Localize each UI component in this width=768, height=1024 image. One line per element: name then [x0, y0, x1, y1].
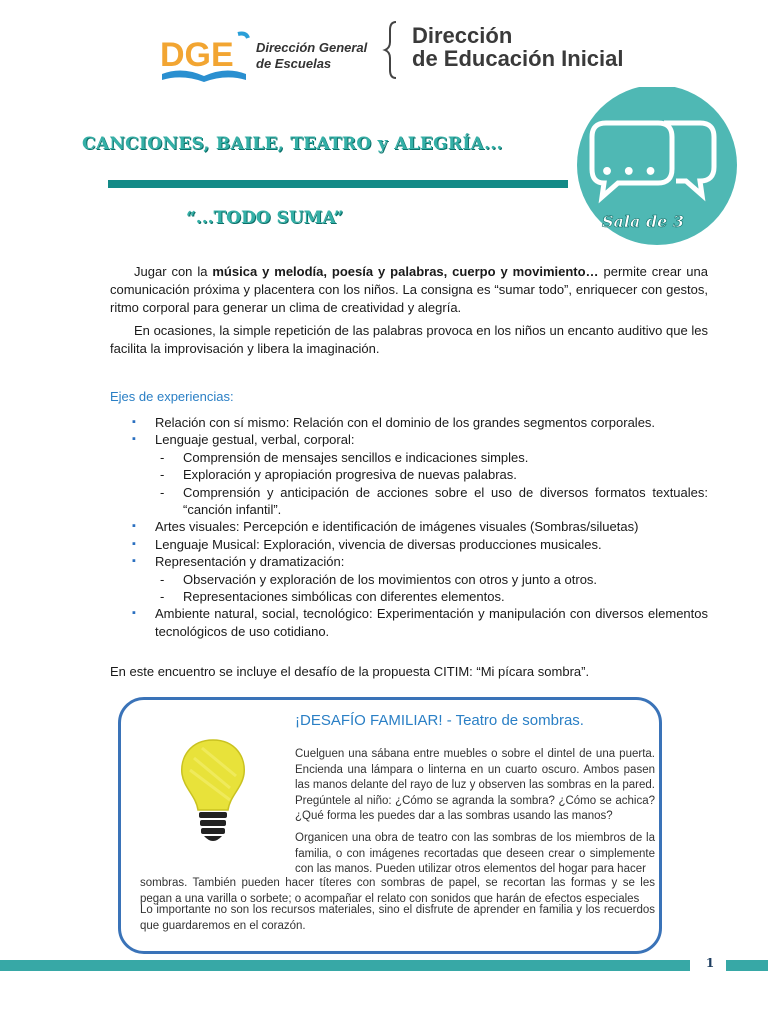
challenge-text-4: Lo importante no son los recursos materiales, sino el disfrute de aprender en familia y los recuerdos que guardaremos en el corazón. [140, 904, 655, 932]
sub-list-item: - Representaciones simbólicas con diferentes elementos. [110, 588, 708, 605]
list-item: ▪ Representación y dramatización: [110, 553, 708, 570]
logo-swoosh [238, 34, 248, 39]
logo-letters: DGE [160, 36, 234, 74]
sub-list-item: - Observación y exploración de los movimientos con otros y junto a otros. [110, 571, 708, 588]
sub-list-item: - Comprensión y anticipación de acciones sobre el uso de diversos formatos textuales: “canción infantil”. [110, 484, 708, 519]
org-name [256, 40, 367, 72]
intro-paragraph [110, 263, 708, 317]
experience-list [110, 414, 708, 640]
org-line1: Dirección General [256, 40, 368, 55]
challenge-text-1: Cuelguen una sábana entre muebles o sobre el dintel de una puerta. Encienda una lámpara o linterna en un cuarto oscuro. Ambos pasen las manos delante del rayo de luz y observen las sombras en la pared. Pregúntele al niño: ¿Cómo se agranda la sombra? ¿Cómo se achica? ¿Qué forma les puedes dar a las sombras usando las manos? [295, 748, 655, 822]
challenge-text-3: sombras. También pueden hacer títeres con sombras de papel, se recortan las formas y se les pegan a una varilla o sorbete; o acompañar el relato con sonidos que harán de efectos especiales [140, 877, 655, 905]
list-item: ▪ Ambiente natural, social, tecnológico: Experimentación y manipulación con diversos elementos tecnológicos de uso cotidiano. [110, 605, 708, 640]
direction-name [412, 24, 624, 70]
title-underline-bar [108, 180, 568, 188]
page-title: CANCIONES, BAILE, TEATRO y ALEGRÍA... [82, 134, 503, 154]
p1-start: Jugar con la [134, 264, 213, 279]
list-item: ▪ Artes visuales: Percepción e identificación de imágenes visuales (Sombras/siluetas) [110, 518, 708, 535]
dir-line2: de Educación Inicial [412, 46, 624, 71]
list-item: ▪ Relación con sí mismo: Relación con el dominio de los grandes segmentos corporales. [110, 414, 708, 431]
lightbulb-icon [176, 736, 250, 848]
sub-list-item: - Exploración y apropiación progresiva de nuevas palabras. [110, 466, 708, 483]
badge-dots: • • • [600, 160, 658, 185]
list-item: ▪ Lenguaje gestual, verbal, corporal: [110, 431, 708, 448]
challenge-text-2: Organicen una obra de teatro con las sombras de los miembros de la familia, o con imágenes recortadas que deseen crear o simplemente con las manos. Pueden utilizar otros elementos del hogar para hacer [295, 832, 655, 875]
challenge-intro: En este encuentro se incluye el desafío de la propuesta CITIM: “Mi pícara sombra”. [110, 664, 590, 679]
brace-divider [382, 20, 402, 80]
second-paragraph [110, 322, 708, 358]
dge-logo [158, 28, 254, 86]
challenge-title: ¡DESAFÍO FAMILIAR! - Teatro de sombras. [295, 712, 584, 729]
footer-bar [0, 960, 690, 971]
sala-badge [552, 87, 762, 255]
list-item: ▪ Lenguaje Musical: Exploración, vivencia de diversas producciones musicales. [110, 536, 708, 553]
org-line2: de Escuelas [256, 56, 332, 71]
badge-label: Sala de 3 [602, 212, 685, 231]
p1-bold: música y melodía, poesía y palabras, cuerpo y movimiento… [212, 264, 599, 279]
p1-end: permite crear una comunicación próxima y placentera con los niños. La consigna es “sumar todo”, enriquecer con gestos, ritmo corporal para generar un clima de creatividad y alegría. [110, 264, 708, 315]
page-subtitle: “...TODO SUMA” [186, 208, 344, 228]
page-number: 1 [705, 956, 715, 970]
section-heading: Ejes de experiencias: [110, 389, 234, 404]
sub-list-item: - Comprensión de mensajes sencillos e indicaciones simples. [110, 449, 708, 466]
dir-line1: Dirección [412, 23, 513, 48]
footer-bar-right [726, 960, 768, 971]
p2-text: En ocasiones, la simple repetición de las palabras provoca en los niños un encanto auditivo que les facilita la improvisación y libera la imaginación. [110, 323, 708, 356]
